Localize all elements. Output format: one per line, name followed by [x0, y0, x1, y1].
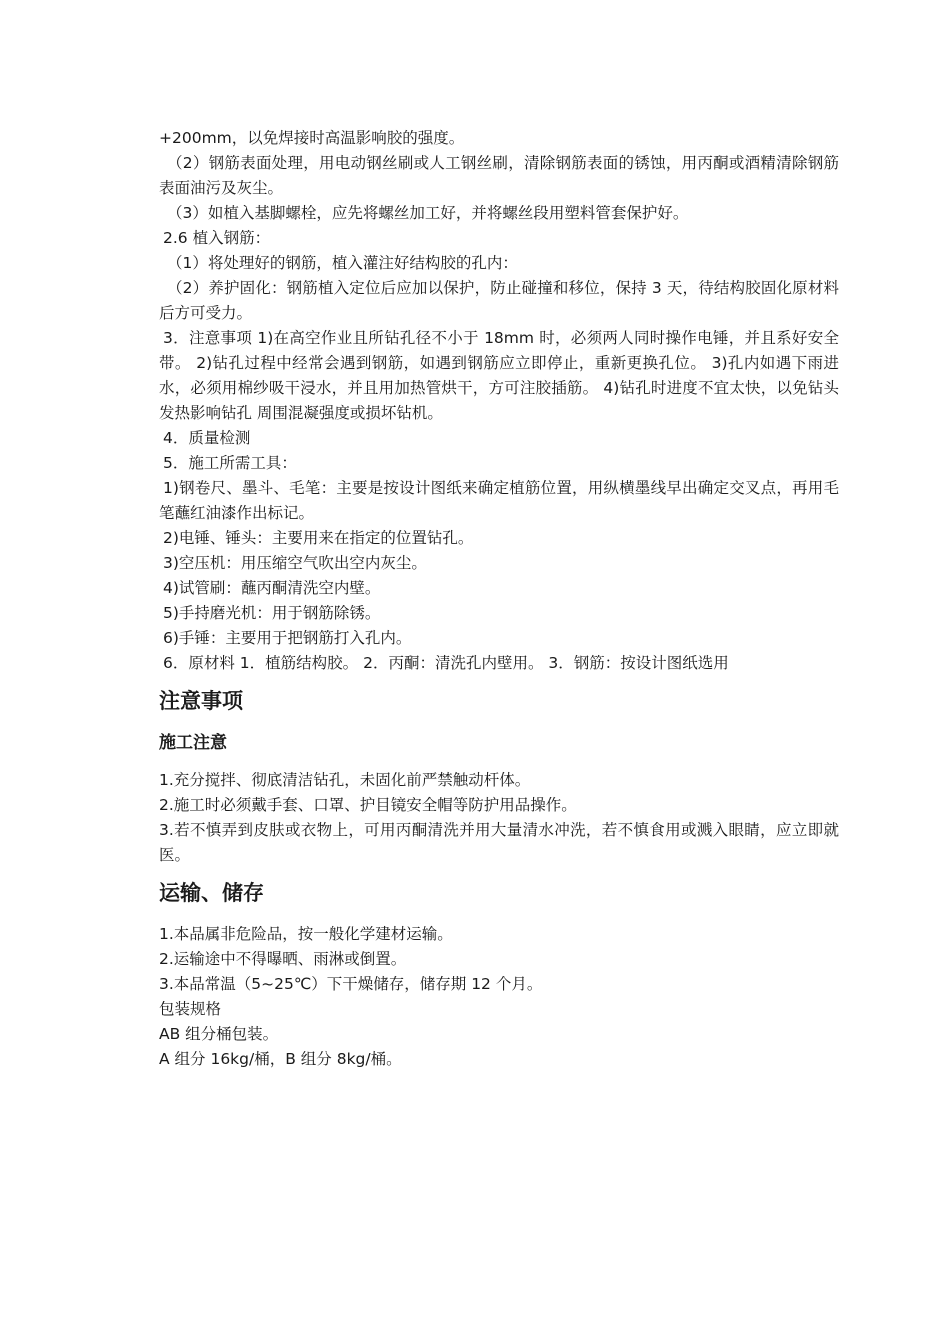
paragraph: 4．质量检测 — [163, 429, 251, 447]
paragraph: A 组分 16kg/桶，B 组分 8kg/桶。 — [159, 1050, 402, 1068]
paragraph: 5)手持磨光机：用于钢筋除锈。 — [163, 604, 381, 622]
paragraph: 6)手锤：主要用于把钢筋打入孔内。 — [163, 629, 412, 647]
list-item: 2.施工时必须戴手套、口罩、护目镜安全帽等防护用品操作。 — [159, 796, 577, 814]
paragraph: 3)空压机：用压缩空气吹出空内灰尘。 — [163, 554, 427, 572]
paragraph: 4)试管刷：蘸丙酮清洗空内壁。 — [163, 579, 381, 597]
section-heading-notes: 注意事项 — [159, 689, 243, 713]
paragraph: （2）养护固化：钢筋植入定位后应加以保护，防止碰撞和移位，保持 3 天，待结构胶固化原材料后方可受力。 — [159, 279, 839, 322]
paragraph: +200mm，以免焊接时高温影响胶的强度。 — [159, 129, 465, 147]
paragraph: 5．施工所需工具： — [163, 454, 297, 472]
list-item: 1.本品属非危险品，按一般化学建材运输。 — [159, 925, 453, 943]
paragraph: （3）如植入基脚螺栓，应先将螺丝加工好，并将螺丝段用塑料管套保护好。 — [167, 204, 689, 222]
paragraph: 3．注意事项 1)在高空作业且所钻孔径不小于 18mm 时，必须两人同时操作电锤，并且系好安全带。 2)钻孔过程中经常会遇到钢筋，如遇到钢筋应立即停止，重新更换孔位。 3)孔内如遇下雨进水，必须用棉纱吸干浸水，并且用加热管烘干，方可注胶插筋。 4)钻孔时进度不宜太快，以免钻头发热影响钻孔 周围混凝强度或损坏钻机。 — [159, 329, 839, 422]
paragraph: （1）将处理好的钢筋，植入灌注好结构胶的孔内： — [167, 254, 518, 272]
list-item: 3.若不慎弄到皮肤或衣物上，可用丙酮清洗并用大量清水冲洗，若不慎食用或溅入眼睛，应立即就医。 — [159, 821, 839, 864]
list-item: 1.充分搅拌、彻底清洁钻孔，未固化前严禁触动杆体。 — [159, 771, 531, 789]
paragraph: 1)钢卷尺、墨斗、毛笔：主要是按设计图纸来确定植筋位置，用纵横墨线早出确定交叉点，再用毛笔蘸红油漆作出标记。 — [159, 479, 839, 522]
subsection-heading-construction-notes: 施工注意 — [159, 733, 227, 753]
list-item: 2.运输途中不得曝晒、雨淋或倒置。 — [159, 950, 407, 968]
document-body — [159, 126, 839, 1072]
paragraph: （2）钢筋表面处理，用电动钢丝刷或人工钢丝刷，清除钢筋表面的锈蚀，用丙酮或酒精清除钢筋表面油污及灰尘。 — [159, 154, 839, 197]
paragraph: AB 组分桶包装。 — [159, 1025, 279, 1043]
section-heading-transport-storage: 运输、储存 — [159, 881, 264, 905]
list-item: 3.本品常温（5~25℃）下干燥储存，储存期 12 个月。 — [159, 975, 543, 993]
paragraph: 6．原材料 1．植筋结构胶。 2．丙酮：清洗孔内壁用。 3．钢筋：按设计图纸选用 — [163, 654, 729, 672]
paragraph: 包装规格 — [159, 1000, 222, 1018]
paragraph: 2.6 植入钢筋： — [163, 229, 271, 247]
paragraph: 2)电锤、锤头：主要用来在指定的位置钻孔。 — [163, 529, 474, 547]
